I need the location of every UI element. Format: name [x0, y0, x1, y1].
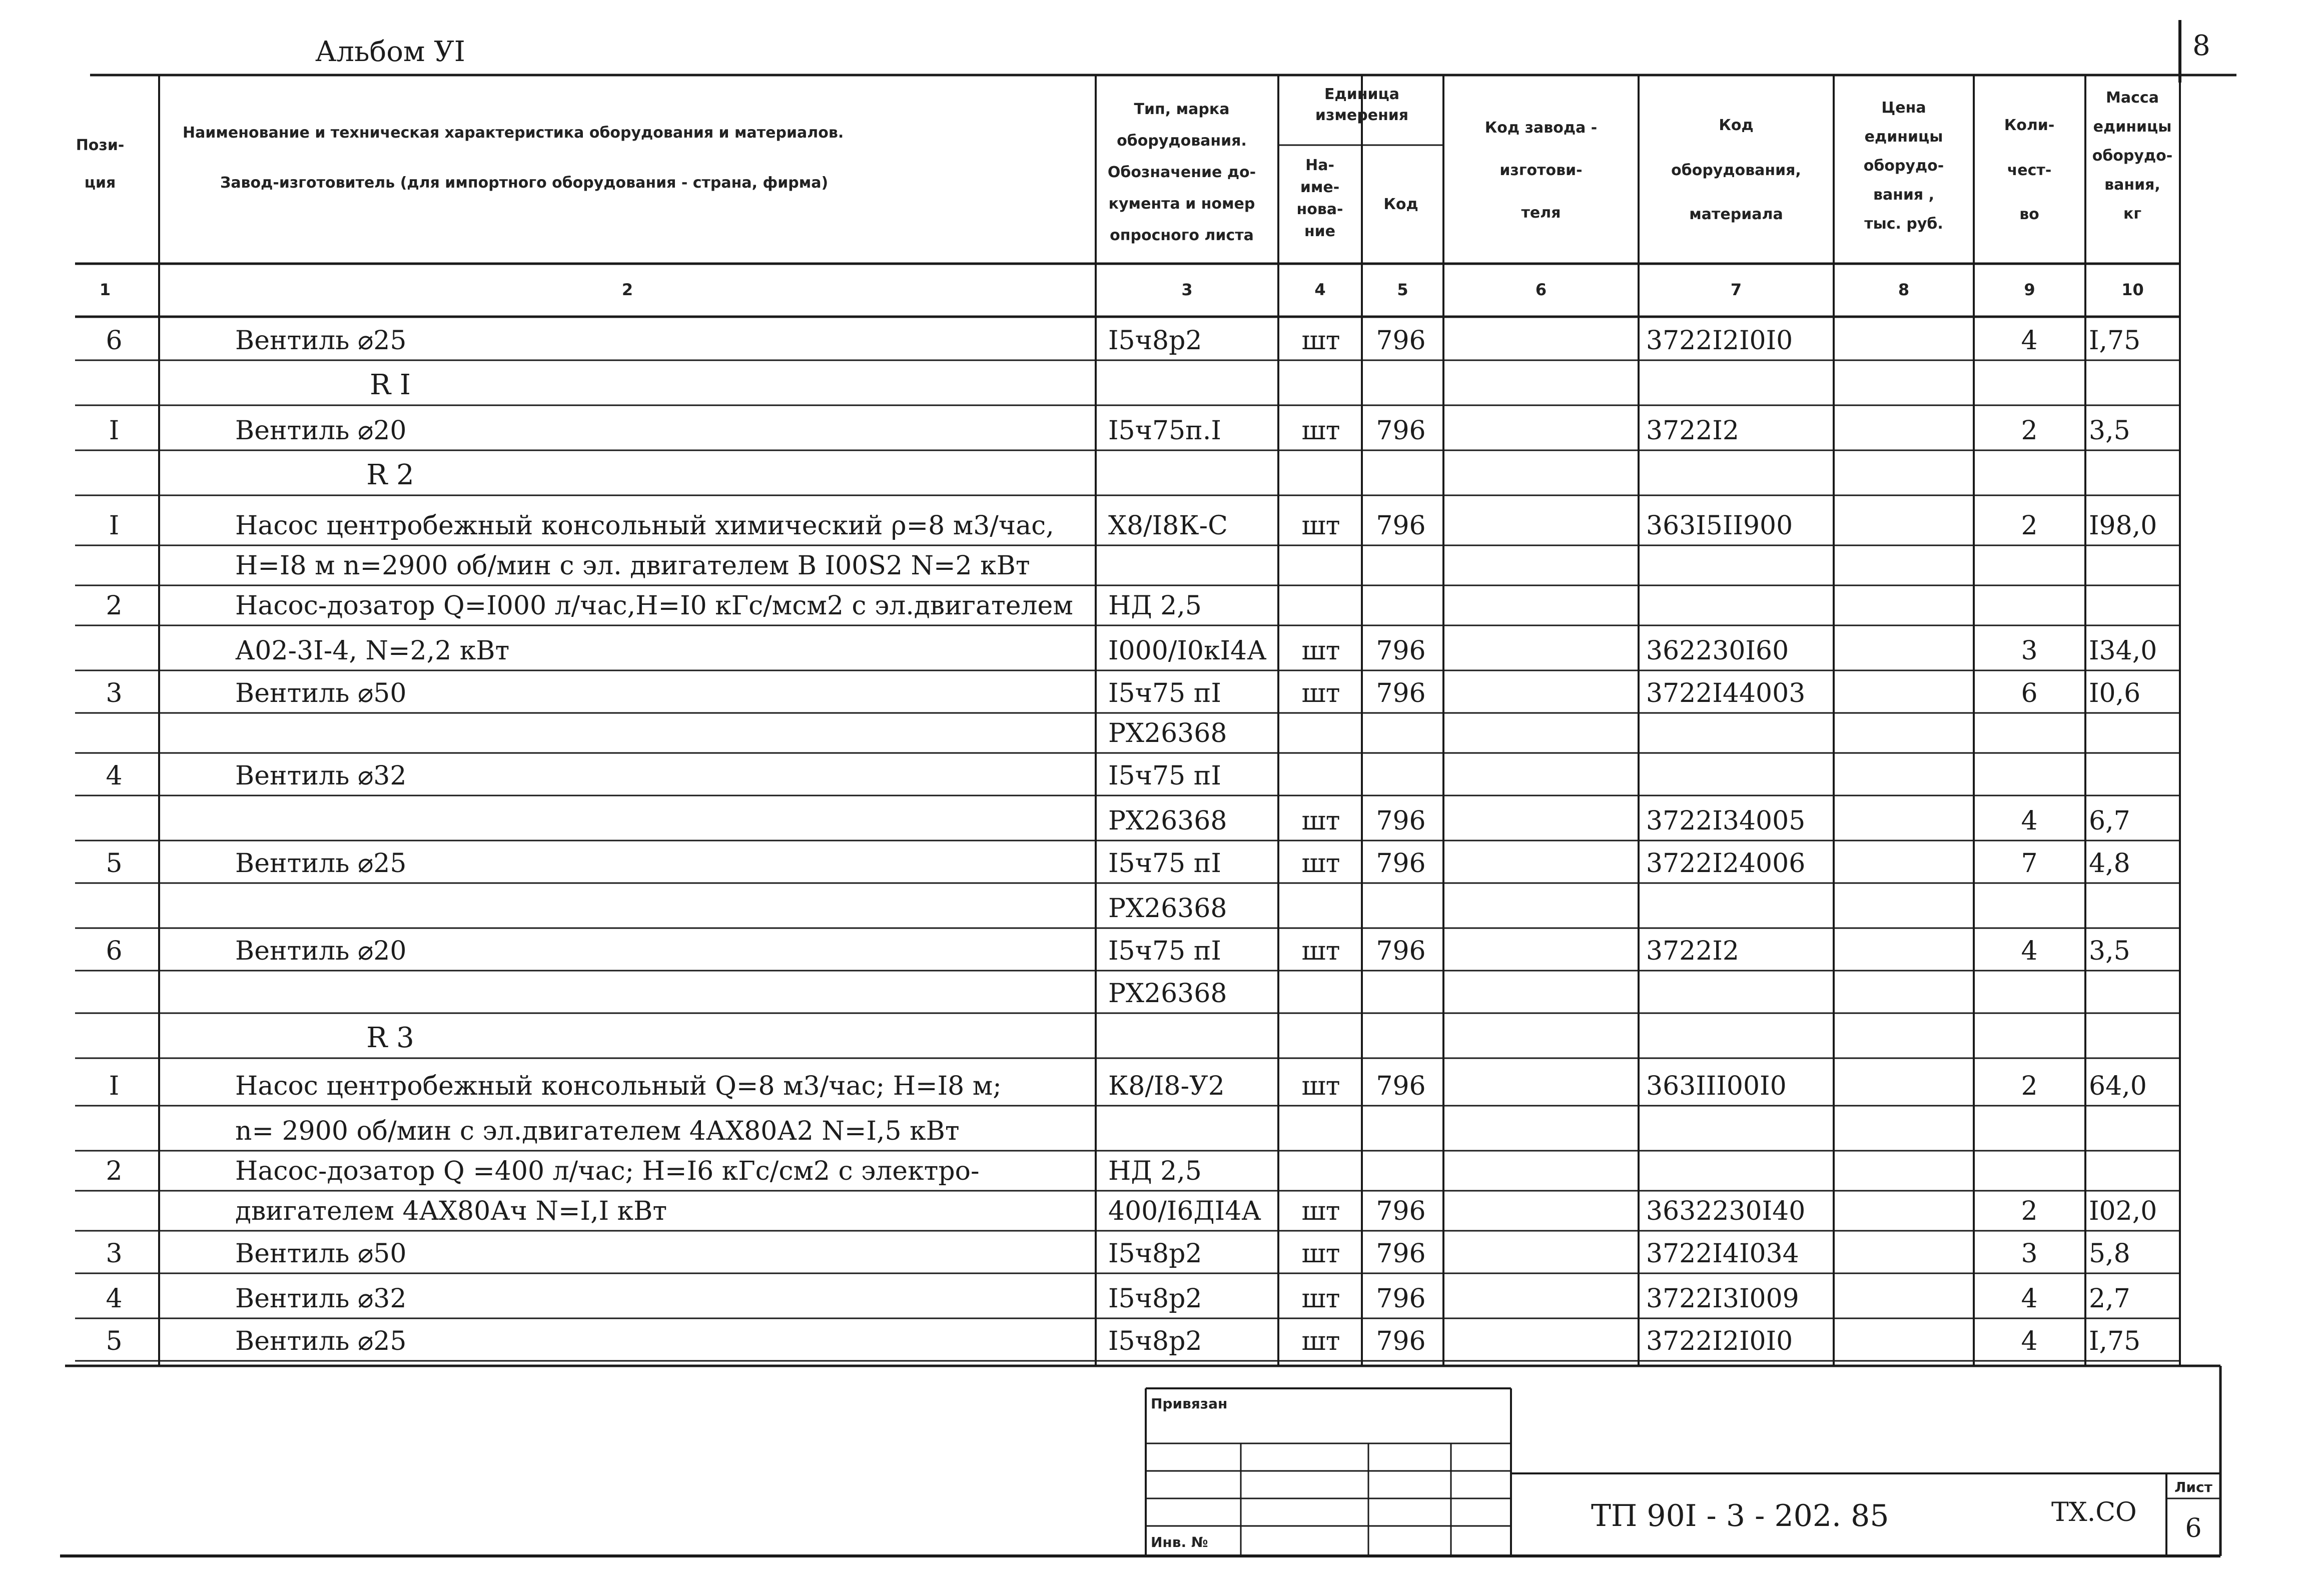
header-unit-code: Код	[1383, 196, 1418, 213]
unit-code-cell: 796	[1376, 636, 1426, 666]
document-code: ТП 90I - 3 - 202. 85	[1591, 1498, 1889, 1533]
header-maker-code: теля	[1521, 204, 1561, 222]
column-number: 8	[1898, 280, 1910, 299]
header-mass: Масса	[2106, 89, 2159, 107]
unit-code-cell: 796	[1376, 1071, 1426, 1101]
header-price: тыс. руб.	[1864, 215, 1943, 233]
column-number: 1	[99, 280, 111, 299]
equipment-code-cell: 3722I34005	[1646, 806, 1806, 836]
type-cell: I5ч8р2	[1108, 326, 1202, 356]
position-cell: 5	[106, 1326, 123, 1356]
mass-cell: 64,0	[2089, 1071, 2147, 1101]
type-cell: I5ч75п.I	[1108, 416, 1221, 446]
quantity-cell: 3	[2021, 1239, 2038, 1269]
position-cell: 6	[106, 936, 123, 966]
header-name: Наименование и техническая характеристика оборудования и материалов.	[183, 124, 844, 142]
unit-cell: шт	[1301, 511, 1340, 541]
name-cell: n= 2900 об/мин с эл.двигателем 4АХ80А2 N=I,5 кВт	[235, 1116, 960, 1146]
sheet-label: Лист	[2174, 1479, 2212, 1495]
column-number: 2	[621, 280, 633, 299]
quantity-cell: 6	[2021, 678, 2038, 708]
header-unit: измерения	[1315, 107, 1409, 124]
name-cell: Вентиль ⌀25	[235, 849, 407, 879]
name-cell: Вентиль ⌀32	[235, 761, 407, 791]
equipment-code-cell: 3722I2	[1646, 416, 1739, 446]
quantity-cell: 7	[2021, 849, 2038, 879]
column-number: 10	[2121, 280, 2144, 299]
mass-cell: I98,0	[2089, 511, 2157, 541]
name-cell: Насос центробежный консольный химический ρ=8 м3/час,	[235, 511, 1054, 541]
quantity-cell: 4	[2021, 936, 2038, 966]
column-number: 7	[1730, 280, 1742, 299]
quantity-cell: 2	[2021, 416, 2038, 446]
name-cell: Н=I8 м n=2900 об/мин с эл. двигателем В I00S2 N=2 кВт	[235, 551, 1030, 581]
table-text	[76, 30, 2213, 1550]
mass-cell: I34,0	[2089, 636, 2157, 666]
unit-cell: шт	[1301, 1326, 1340, 1356]
name-cell: Насос-дозатор Q =400 л/час; Н=I6 кГс/см2 с электро-	[235, 1156, 980, 1186]
unit-code-cell: 796	[1376, 1284, 1426, 1314]
unit-cell: шт	[1301, 678, 1340, 708]
column-number: 9	[2024, 280, 2035, 299]
unit-cell: шт	[1301, 936, 1340, 966]
group-label: R I	[369, 369, 411, 401]
type-cell: Х8/I8К-С	[1108, 511, 1228, 541]
header-mass: единицы	[2093, 118, 2172, 136]
unit-code-cell: 796	[1376, 806, 1426, 836]
name-cell: Вентиль ⌀25	[235, 326, 407, 356]
mass-cell: I02,0	[2089, 1196, 2157, 1226]
quantity-cell: 3	[2021, 636, 2038, 666]
document-mark: ТХ.СО	[2051, 1497, 2137, 1527]
header-type: Обозначение до-	[1107, 164, 1256, 181]
unit-code-cell: 796	[1376, 416, 1426, 446]
position-cell: I	[109, 511, 120, 541]
unit-cell: шт	[1301, 1239, 1340, 1269]
mass-cell: 6,7	[2089, 806, 2130, 836]
header-equipment-code: материала	[1689, 206, 1783, 223]
unit-code-cell: 796	[1376, 326, 1426, 356]
unit-cell: шт	[1301, 806, 1340, 836]
position-cell: 4	[106, 1284, 123, 1314]
stamp-inventory-label: Инв. №	[1151, 1534, 1208, 1550]
header-maker-code: Код завода -	[1484, 119, 1598, 137]
header-unit-name: На-	[1305, 157, 1334, 174]
position-cell: 6	[106, 326, 123, 356]
unit-code-cell: 796	[1376, 511, 1426, 541]
quantity-cell: 2	[2021, 511, 2038, 541]
type-cell: I5ч8р2	[1108, 1284, 1202, 1314]
mass-cell: 5,8	[2089, 1239, 2130, 1269]
sheet-number: 6	[2185, 1513, 2202, 1543]
mass-cell: 4,8	[2089, 849, 2130, 879]
position-cell: 3	[106, 678, 123, 708]
type-cell: I5ч75 пI	[1108, 849, 1221, 879]
type-cell: I5ч75 пI	[1108, 678, 1221, 708]
header-price: Цена	[1881, 99, 1926, 117]
type-cell: I5ч75 пI	[1108, 936, 1221, 966]
unit-cell: шт	[1301, 326, 1340, 356]
position-cell: 3	[106, 1239, 123, 1269]
unit-cell: шт	[1301, 1196, 1340, 1226]
header-position: ция	[84, 174, 116, 192]
type-cell: К8/I8-У2	[1108, 1071, 1225, 1101]
unit-cell: шт	[1301, 636, 1340, 666]
position-cell: 4	[106, 761, 123, 791]
header-mass: оборудо-	[2092, 147, 2173, 165]
header-type: оборудования.	[1117, 132, 1247, 150]
header-price: оборудо-	[1863, 157, 1944, 175]
header-type: кумента и номер	[1108, 195, 1255, 213]
position-cell: I	[109, 416, 120, 446]
column-number: 6	[1535, 280, 1547, 299]
equipment-code-cell: 3722I4I034	[1646, 1239, 1799, 1269]
album-label: Альбом УI	[315, 36, 465, 68]
unit-cell: шт	[1301, 849, 1340, 879]
quantity-cell: 2	[2021, 1196, 2038, 1226]
unit-cell: шт	[1301, 416, 1340, 446]
name-cell: Вентиль ⌀32	[235, 1284, 407, 1314]
name-cell: Вентиль ⌀20	[235, 416, 407, 446]
header-position: Пози-	[76, 137, 125, 154]
type-cell: I000/I0кI4А	[1108, 636, 1267, 666]
equipment-code-cell: 3722I44003	[1646, 678, 1806, 708]
equipment-code-cell: 3722I2	[1646, 936, 1739, 966]
position-cell: 2	[106, 1156, 123, 1186]
equipment-code-cell: 3722I24006	[1646, 849, 1806, 879]
unit-cell: шт	[1301, 1284, 1340, 1314]
mass-cell: I0,6	[2089, 678, 2141, 708]
header-name: Завод-изготовитель (для импортного оборудования - страна, фирма)	[220, 174, 829, 192]
mass-cell: I,75	[2089, 326, 2141, 356]
position-cell: 5	[106, 849, 123, 879]
quantity-cell: 2	[2021, 1071, 2038, 1101]
header-equipment-code: оборудования,	[1671, 162, 1801, 179]
equipment-code-cell: 3722I2I0I0	[1646, 326, 1793, 356]
header-unit-name: име-	[1300, 179, 1340, 196]
unit-code-cell: 796	[1376, 678, 1426, 708]
header-unit-name: нова-	[1296, 201, 1343, 218]
type-cell: НД 2,5	[1108, 1156, 1202, 1186]
header-type: Тип, марка	[1134, 101, 1230, 118]
type-cell: РХ26368	[1108, 718, 1227, 748]
quantity-cell: 4	[2021, 806, 2038, 836]
equipment-code-cell: 3722I2I0I0	[1646, 1326, 1793, 1356]
column-number: 5	[1397, 280, 1408, 299]
name-cell: Насос центробежный консольный Q=8 м3/час; Н=I8 м;	[235, 1071, 1002, 1101]
quantity-cell: 4	[2021, 326, 2038, 356]
header-quantity: Коли-	[2004, 117, 2055, 134]
unit-cell: шт	[1301, 1071, 1340, 1101]
header-quantity: чест-	[2007, 162, 2052, 179]
type-cell: РХ26368	[1108, 806, 1227, 836]
name-cell: Вентиль ⌀25	[235, 1326, 407, 1356]
group-label: R 2	[366, 459, 414, 491]
equipment-code-cell: 3722I3I009	[1646, 1284, 1799, 1314]
equipment-code-cell: 362230I60	[1646, 636, 1789, 666]
header-unit: Единица	[1324, 86, 1399, 103]
type-cell: 400/I6ДI4А	[1108, 1196, 1261, 1226]
header-type: опросного листа	[1110, 227, 1254, 244]
quantity-cell: 4	[2021, 1284, 2038, 1314]
unit-code-cell: 796	[1376, 849, 1426, 879]
header-price: единицы	[1864, 128, 1943, 146]
position-cell: I	[109, 1071, 120, 1101]
unit-code-cell: 796	[1376, 936, 1426, 966]
header-quantity: во	[2019, 206, 2039, 223]
mass-cell: 2,7	[2089, 1284, 2130, 1314]
position-cell: 2	[106, 591, 123, 621]
header-mass: вания,	[2104, 176, 2160, 194]
type-cell: I5ч8р2	[1108, 1239, 1202, 1269]
column-number: 3	[1181, 280, 1193, 299]
name-cell: Насос-дозатор Q=I000 л/час,Н=I0 кГс/мсм2 с эл.двигателем	[235, 591, 1073, 621]
quantity-cell: 4	[2021, 1326, 2038, 1356]
unit-code-cell: 796	[1376, 1239, 1426, 1269]
header-equipment-code: Код	[1719, 117, 1754, 134]
mass-cell: 3,5	[2089, 416, 2130, 446]
stamp-tied-label: Привязан	[1151, 1395, 1228, 1412]
name-cell: Вентиль ⌀50	[235, 678, 407, 708]
group-label: R 3	[366, 1022, 414, 1054]
equipment-code-cell: 363I5II900	[1646, 511, 1793, 541]
name-cell: двигателем 4АХ80Ач N=I,I кВт	[235, 1196, 667, 1226]
name-cell: Вентиль ⌀20	[235, 936, 407, 966]
mass-cell: I,75	[2089, 1326, 2141, 1356]
unit-code-cell: 796	[1376, 1196, 1426, 1226]
corner-sheet-number: 8	[2192, 30, 2210, 62]
mass-cell: 3,5	[2089, 936, 2130, 966]
type-cell: I5ч75 пI	[1108, 761, 1221, 791]
header-maker-code: изготови-	[1499, 162, 1583, 179]
type-cell: РХ26368	[1108, 894, 1227, 924]
equipment-code-cell: 363III00I0	[1646, 1071, 1787, 1101]
type-cell: НД 2,5	[1108, 591, 1202, 621]
type-cell: I5ч8р2	[1108, 1326, 1202, 1356]
name-cell: Вентиль ⌀50	[235, 1239, 407, 1269]
column-number: 4	[1314, 280, 1326, 299]
header-price: вания ,	[1873, 186, 1935, 204]
unit-code-cell: 796	[1376, 1326, 1426, 1356]
type-cell: РХ26368	[1108, 979, 1227, 1009]
equipment-code-cell: 3632230I40	[1646, 1196, 1806, 1226]
header-mass: кг	[2123, 205, 2142, 223]
name-cell: А02-3I-4, N=2,2 кВт	[235, 636, 510, 666]
header-unit-name: ние	[1304, 223, 1336, 240]
